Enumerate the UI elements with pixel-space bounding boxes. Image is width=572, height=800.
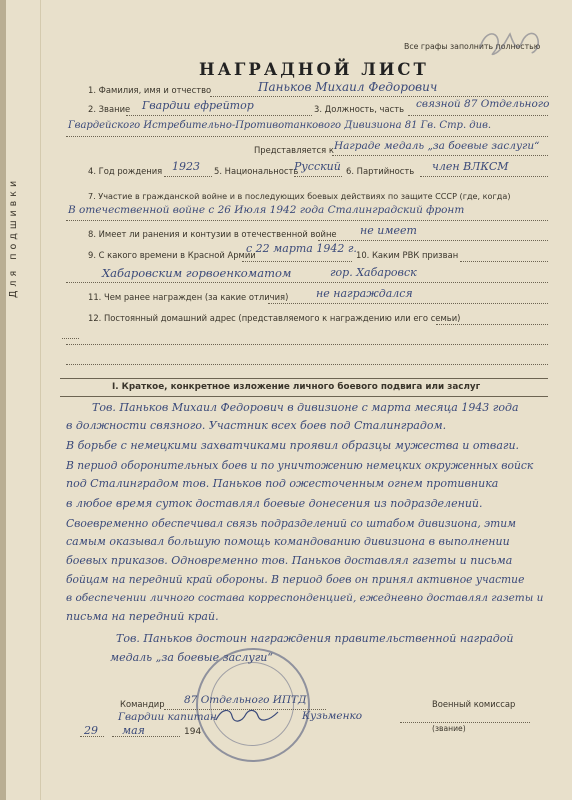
field-10-value-b: гор. Хабаровск <box>330 266 417 279</box>
field-9-line <box>242 261 352 262</box>
narrative-line-7: Своевременно обеспечивал связь подразделений со штабом дивизиона, этим <box>66 517 516 530</box>
narrative-line-1: Тов. Паньков Михаил Федорович в дивизионе с марта месяца 1943 года <box>92 401 519 414</box>
field-5-value: Русский <box>294 160 341 173</box>
narrative-line-4: В период оборонительных боев и по уничтожению немецких окруженных войск <box>66 459 534 472</box>
date-month-line <box>112 736 180 737</box>
field-3-line-b <box>66 136 548 137</box>
field-3-label: 3. Должность, часть <box>314 104 405 114</box>
commander-signature <box>212 704 282 726</box>
field-5-line <box>294 176 342 177</box>
field-5-label: 5. Национальность <box>214 166 299 176</box>
field-8-line <box>318 240 548 241</box>
narrative-line-3: В борьбе с немецкими захватчиками проявил образцы мужества и отваги. <box>66 439 520 452</box>
field-6-line <box>420 176 548 177</box>
field-2-label: 2. Звание <box>88 104 131 114</box>
field-3-line-a <box>408 115 548 116</box>
field-2-value: Гвардии ефрейтор <box>142 99 254 112</box>
field-7-line <box>66 220 548 221</box>
paper-edge <box>0 0 6 800</box>
paper-fold <box>40 0 41 800</box>
page-title: НАГРАДНОЙ ЛИСТ <box>199 60 429 79</box>
commander-signature-name: Кузьменко <box>302 710 363 722</box>
section-rule-top <box>60 378 548 379</box>
date-year: 194 <box>184 727 202 737</box>
narrative-line-11: в обеспечении личного состава корреспонденцией, ежедневно доставлял газеты и <box>66 592 544 604</box>
commander-label: Командир <box>120 699 165 709</box>
narrative-line-12: письма на передний край. <box>66 610 219 623</box>
field-12-line-c <box>66 364 548 365</box>
field-3-value-a: связной 87 Отдельного <box>416 98 550 110</box>
field-11-value: не награждался <box>316 287 413 300</box>
narrative-line-2: в должности связного. Участник всех боев под Сталинградом. <box>66 419 447 432</box>
field-4-value: 1923 <box>172 160 200 173</box>
field-2-line <box>126 115 312 116</box>
field-6-value: член ВЛКСМ <box>432 160 509 173</box>
field-4-label: 4. Год рождения <box>88 166 163 176</box>
field-12-label: 12. Постоянный домашний адрес (представляемого к награждению или его семьи) <box>88 313 461 323</box>
archive-number-scribble <box>410 18 550 62</box>
represent-line <box>332 155 548 156</box>
field-8-value: не имеет <box>360 224 417 237</box>
field-11-label: 11. Чем ранее награжден (за какие отличия) <box>88 292 289 302</box>
date-day: 29 <box>84 724 98 737</box>
field-9-value: с 22 марта 1942 г. <box>246 242 357 255</box>
section-rule-bottom <box>60 396 548 397</box>
represent-value: Награде медаль „за боевые заслуги“ <box>334 140 540 152</box>
binding-label: Для подшивки <box>8 176 19 298</box>
field-8-label: 8. Имеет ли ранения и контузии в отечественной войне <box>88 229 337 239</box>
date-day-line <box>80 736 104 737</box>
narrative-line-5: под Сталинградом тов. Паньков под ожесточенным огнем противника <box>66 477 499 490</box>
field-1-line <box>210 96 548 97</box>
field-12-line-a <box>436 324 548 325</box>
top-note: Все графы заполнить полностью <box>404 42 541 51</box>
date-month: мая <box>122 724 145 737</box>
field-4-line <box>164 176 212 177</box>
zvanie-label: (звание) <box>432 724 466 733</box>
narrative-line-14: медаль „за боевые заслуги“ <box>110 651 273 664</box>
represent-label: Представляется к <box>254 145 334 155</box>
field-7-label: 7. Участие в гражданской войне и в последующих боевых действиях по защите СССР (где, когда) <box>88 191 511 201</box>
field-6-label: 6. Партийность <box>346 166 415 176</box>
field-7-value: В отечественной войне с 26 Июля 1942 года Сталинградский фронт <box>68 204 465 216</box>
field-1-label: 1. Фамилия, имя и отчество <box>88 85 212 95</box>
narrative-line-13: Тов. Паньков достоин награждения правительственной наградой <box>116 632 514 645</box>
section-heading: I. Краткое, конкретное изложение личного боевого подвига или заслуг <box>112 382 481 392</box>
narrative-line-10: бойцам на передний край обороны. В период боев он принял активное участие <box>66 573 525 586</box>
field-1-value: Паньков Михаил Федорович <box>258 80 438 94</box>
field-12-line-b <box>66 344 548 345</box>
commander-value: 87 Отдельного ИПТД <box>184 694 307 706</box>
field-10-line-b <box>66 282 548 283</box>
commissar-line <box>400 722 530 723</box>
narrative-line-8: самым оказывал большую помощь командованию дивизиона в выполнении <box>66 535 510 548</box>
field-3-value-b: Гвардейского Истребительно-Противотанкового Дивизиона 81 Гв. Стр. див. <box>68 120 492 131</box>
field-10-value-a: Хабаровским горвоенкоматом <box>102 266 292 280</box>
field-10-line-a <box>460 261 548 262</box>
field-9-label: 9. С какого времени в Красной Армии <box>88 250 256 260</box>
field-11-line <box>268 303 548 304</box>
binding-leader <box>62 338 79 339</box>
narrative-line-6: в любое время суток доставлял боевые донесения из подразделений. <box>66 497 483 510</box>
commander-rank: Гвардии капитан <box>118 711 217 723</box>
commissar-label: Военный комиссар <box>432 699 516 709</box>
narrative-line-9: боевых приказов. Одновременно тов. Паньков доставлял газеты и письма <box>66 554 513 567</box>
field-10-label: 10. Каким РВК призван <box>356 250 459 260</box>
